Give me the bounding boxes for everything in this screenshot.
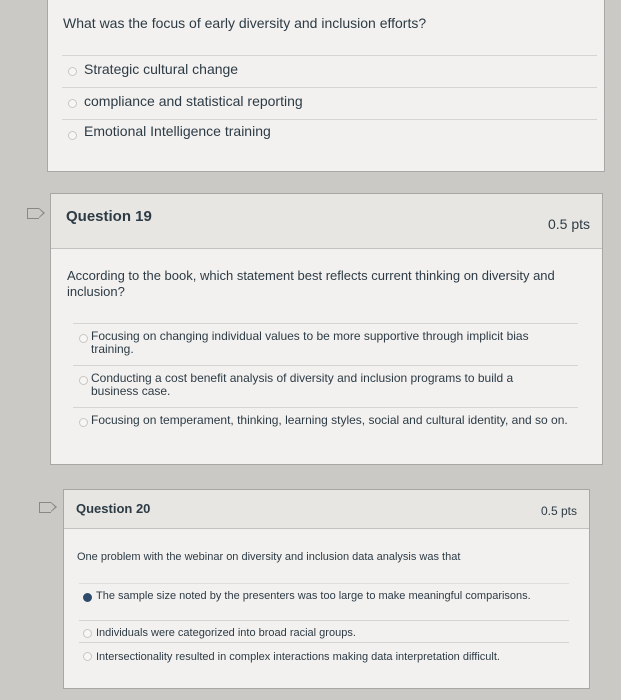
answer-label: Conducting a cost benefit analysis of diversity and inclusion programs to build a business case. — [91, 371, 514, 399]
flag-question-20-icon[interactable] — [39, 502, 51, 513]
radio-button[interactable] — [79, 376, 88, 385]
answer-label: The sample size noted by the presenters was too large to make meaningful comparisons. — [96, 590, 531, 602]
question-19-header — [51, 194, 602, 249]
answer-option[interactable] — [62, 119, 597, 151]
answer-label: Individuals were categorized into broad racial groups. — [96, 627, 356, 639]
question-title: Question 19 — [66, 208, 152, 225]
answer-label: Focusing on changing individual values to be more supportive through implicit bias training. — [91, 329, 529, 357]
question-20-text: One problem with the webinar on diversity and inclusion data analysis was that — [77, 551, 461, 563]
radio-button[interactable] — [68, 131, 77, 140]
radio-button[interactable] — [68, 99, 77, 108]
question-18-card — [47, 0, 605, 172]
answer-label: compliance and statistical reporting — [84, 93, 303, 109]
radio-button[interactable] — [83, 629, 92, 638]
answer-option[interactable] — [73, 407, 578, 449]
radio-button[interactable] — [79, 418, 88, 427]
answer-label: Intersectionality resulted in complex interactions making data interpretation difficult. — [96, 651, 500, 663]
answer-option[interactable] — [73, 365, 578, 407]
answer-option[interactable] — [73, 323, 578, 365]
question-20-card — [63, 489, 590, 689]
answer-option[interactable] — [62, 55, 597, 87]
answer-label: Strategic cultural change — [84, 61, 239, 77]
answer-option[interactable] — [79, 583, 569, 620]
flag-question-19-icon[interactable] — [27, 208, 39, 219]
question-19-card — [50, 193, 603, 465]
answer-label: Focusing on temperament, thinking, learning styles, social and cultural identity, and so on. — [91, 413, 568, 427]
question-points: 0.5 pts — [547, 216, 590, 232]
question-20-header — [64, 490, 589, 529]
radio-button-selected[interactable] — [83, 593, 92, 602]
question-19-text: According to the book, which statement best reflects current thinking on diversity and inclusion? — [67, 268, 555, 299]
question-title: Question 20 — [76, 501, 151, 516]
radio-button[interactable] — [68, 67, 77, 76]
question-18-text: What was the focus of early diversity and inclusion efforts? — [63, 15, 427, 31]
answer-option[interactable] — [79, 642, 569, 672]
radio-button[interactable] — [79, 334, 88, 343]
answer-option[interactable] — [79, 620, 569, 642]
answer-option[interactable] — [62, 87, 597, 119]
answer-label: Emotional Intelligence training — [84, 123, 271, 139]
question-points: 0.5 pts — [540, 504, 577, 518]
radio-button[interactable] — [83, 652, 92, 661]
